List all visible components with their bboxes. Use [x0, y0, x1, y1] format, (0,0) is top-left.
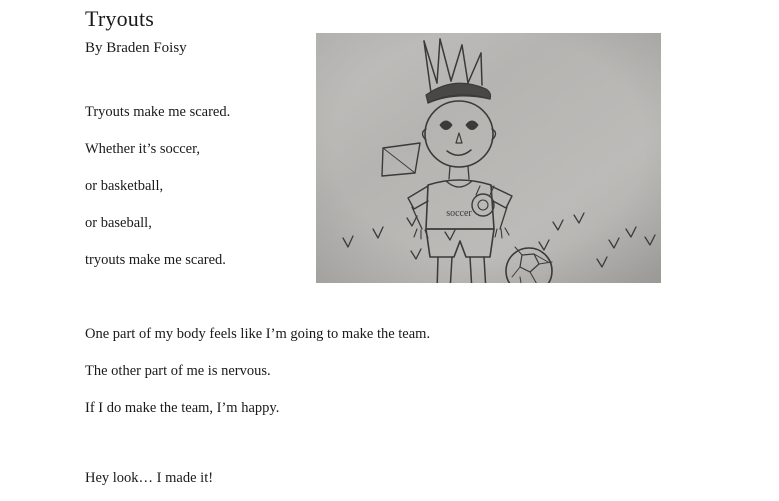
poem-stanza-1	[85, 102, 230, 287]
poem-line: The other part of me is nervous.	[85, 363, 271, 379]
poem-stanza-3	[85, 468, 213, 501]
shirt-text: soccer	[446, 208, 472, 219]
poem-line: If I do make the team, I’m happy.	[85, 400, 280, 416]
poem-line: or baseball,	[85, 215, 152, 231]
poem-line: One part of my body feels like I’m going to make the team.	[85, 326, 431, 342]
paper-shading	[316, 33, 661, 283]
leg-left-outer	[437, 257, 438, 283]
poem-stanza-2	[85, 324, 430, 435]
pencil-drawing-soccer-player	[316, 33, 661, 283]
poem-line: Whether it’s soccer,	[85, 141, 200, 157]
drawing-canvas	[316, 33, 661, 283]
poem-line: tryouts make me scared.	[85, 252, 226, 268]
poem-line: or basketball,	[85, 178, 164, 194]
page-title: Tryouts	[85, 6, 155, 31]
poem-line: Tryouts make me scared.	[85, 104, 231, 120]
byline: By Braden Foisy	[85, 40, 187, 56]
poem-line: Hey look… I made it!	[85, 470, 214, 486]
